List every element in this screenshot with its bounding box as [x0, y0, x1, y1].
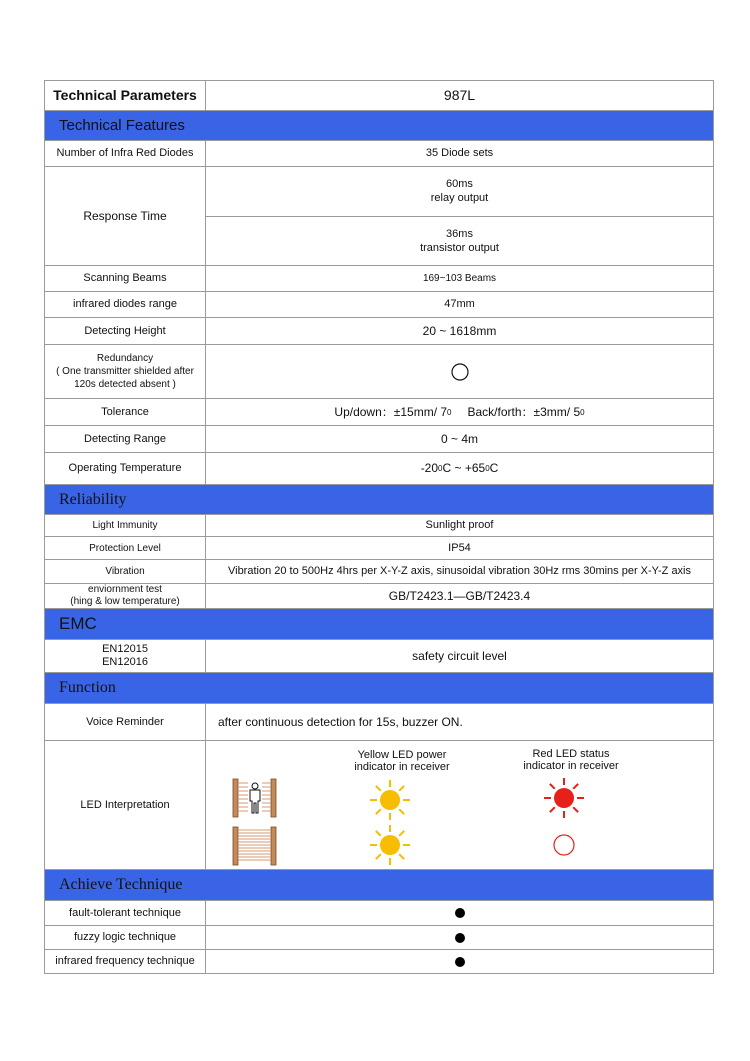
response-values — [206, 167, 713, 265]
row-voice-reminder — [44, 704, 714, 741]
vibration-value: Vibration 20 to 500Hz 4hrs per X-Y-Z axis, sinusoidal vibration 30Hz rms 30mins per X-Y-Z axis — [227, 565, 692, 577]
diodes-value: 35 Diode sets — [425, 147, 494, 159]
achieve-label-1: fault-tolerant technique — [45, 901, 206, 925]
led-diagram — [206, 741, 713, 869]
range-label: infrared diodes range — [45, 292, 206, 317]
tolerance-updown-sup: 0 — [447, 407, 452, 417]
environment-label — [45, 584, 206, 608]
temp-sup-2: 0 — [485, 464, 490, 473]
row-redundancy — [44, 345, 714, 399]
temp-high-unit: C — [489, 461, 499, 475]
environment-line1: enviornment test — [88, 584, 162, 595]
row-light-immunity — [44, 515, 714, 537]
vibration-label: Vibration — [45, 560, 206, 583]
parameter-table — [44, 80, 714, 974]
row-achieve-2 — [44, 926, 714, 950]
transistor-note: transistor output — [420, 241, 499, 254]
header-row — [44, 80, 714, 111]
filled-dot-icon — [454, 956, 466, 968]
filled-dot-icon — [454, 907, 466, 919]
beams-value: 169~103 Beams — [422, 273, 497, 284]
row-beams — [44, 266, 714, 292]
model-number: 987L — [443, 87, 476, 103]
height-label: Detecting Height — [45, 318, 206, 344]
voice-label: Voice Reminder — [45, 704, 206, 740]
temp-low: -20 — [420, 461, 439, 475]
row-response-time — [44, 167, 714, 266]
light-label: Light Immunity — [45, 515, 206, 536]
row-led-interpretation — [44, 741, 714, 870]
row-diode-range — [44, 292, 714, 318]
row-protection-level — [44, 537, 714, 560]
light-curtain-person-icon — [232, 777, 278, 819]
achieve-label-2: fuzzy logic technique — [45, 926, 206, 949]
light-curtain-clear-icon — [232, 825, 278, 867]
height-value: 20 ~ 1618mm — [422, 323, 497, 338]
range-value: 47mm — [444, 298, 475, 310]
emc-std1: EN12015 — [102, 643, 148, 655]
detect-range-value: 0 ~ 4m — [440, 431, 479, 446]
sun-yellow-icon — [368, 823, 412, 867]
row-vibration — [44, 560, 714, 584]
section-function: Function — [44, 673, 714, 704]
response-label: Response Time — [45, 167, 206, 265]
redundancy-line1: Redundancy — [96, 353, 154, 364]
emc-value: safety circuit level — [412, 648, 507, 663]
row-emc — [44, 640, 714, 673]
redundancy-label — [45, 345, 206, 398]
temperature-label: Operating Temperature — [45, 453, 206, 484]
yellow-caption-line2: indicator in receiver — [354, 761, 450, 773]
row-environment-test — [44, 584, 714, 609]
temperature-value — [206, 453, 713, 484]
transistor-output-cell — [206, 216, 713, 266]
relay-note: relay output — [430, 192, 489, 205]
row-tolerance — [44, 399, 714, 426]
red-led-caption — [511, 748, 631, 772]
achieve-value-3 — [206, 950, 713, 973]
relay-output-cell — [206, 167, 713, 216]
detect-range-label: Detecting Range — [45, 426, 206, 452]
tolerance-value — [206, 399, 713, 425]
light-value: Sunlight proof — [425, 519, 494, 531]
row-diodes — [44, 141, 714, 167]
tolerance-backforth: Back/forth：±3mm/ 5 — [467, 404, 581, 419]
row-achieve-3 — [44, 950, 714, 974]
protection-value: IP54 — [448, 541, 471, 554]
tolerance-label: Tolerance — [45, 399, 206, 425]
section-technical-features: Technical Features — [44, 111, 714, 141]
emc-standards — [45, 640, 206, 672]
diodes-label: Number of Infra Red Diodes — [45, 141, 206, 166]
environment-line2: (hing & low temperature) — [70, 596, 180, 607]
achieve-value-1 — [206, 901, 713, 925]
row-achieve-1 — [44, 901, 714, 926]
table-title: Technical Parameters — [45, 81, 206, 110]
redundancy-value — [206, 345, 713, 398]
protection-label: Protection Level — [45, 537, 206, 559]
sun-red-icon — [542, 776, 586, 820]
redundancy-line2: ( One transmitter shielded after — [56, 366, 194, 377]
section-achieve-technique: Achieve Technique — [44, 870, 714, 901]
red-caption-line2: indicator in receiver — [523, 760, 619, 772]
section-emc: EMC — [44, 609, 714, 640]
empty-circle-icon — [450, 362, 470, 382]
sun-yellow-icon — [368, 778, 412, 822]
voice-value: after continuous detection for 15s, buzzer ON. — [218, 714, 463, 729]
emc-std2: EN12016 — [102, 656, 148, 668]
red-ring-icon — [552, 833, 576, 857]
row-detecting-range — [44, 426, 714, 453]
section-reliability: Reliability — [44, 485, 714, 515]
relay-time: 60ms — [446, 178, 473, 191]
yellow-led-caption — [342, 749, 462, 773]
led-label: LED Interpretation — [45, 741, 206, 869]
tolerance-updown: Up/down：±15mm/ 7 — [334, 404, 448, 419]
beams-label: Scanning Beams — [45, 266, 206, 291]
redundancy-line3: 120s detected absent ) — [74, 379, 176, 390]
achieve-label-3: infrared frequency technique — [45, 950, 206, 973]
row-operating-temperature — [44, 453, 714, 485]
transistor-time: 36ms — [446, 227, 473, 240]
row-detecting-height — [44, 318, 714, 345]
filled-dot-icon — [454, 932, 466, 944]
temp-sup-1: 0 — [438, 464, 443, 473]
tolerance-backforth-sup: 0 — [580, 407, 585, 417]
environment-value: GB/T2423.1—GB/T2423.4 — [388, 588, 531, 603]
yellow-caption-line1: Yellow LED power — [357, 749, 447, 761]
achieve-value-2 — [206, 926, 713, 949]
red-caption-line1: Red LED status — [532, 748, 610, 760]
temp-mid: C ~ +65 — [442, 461, 486, 475]
